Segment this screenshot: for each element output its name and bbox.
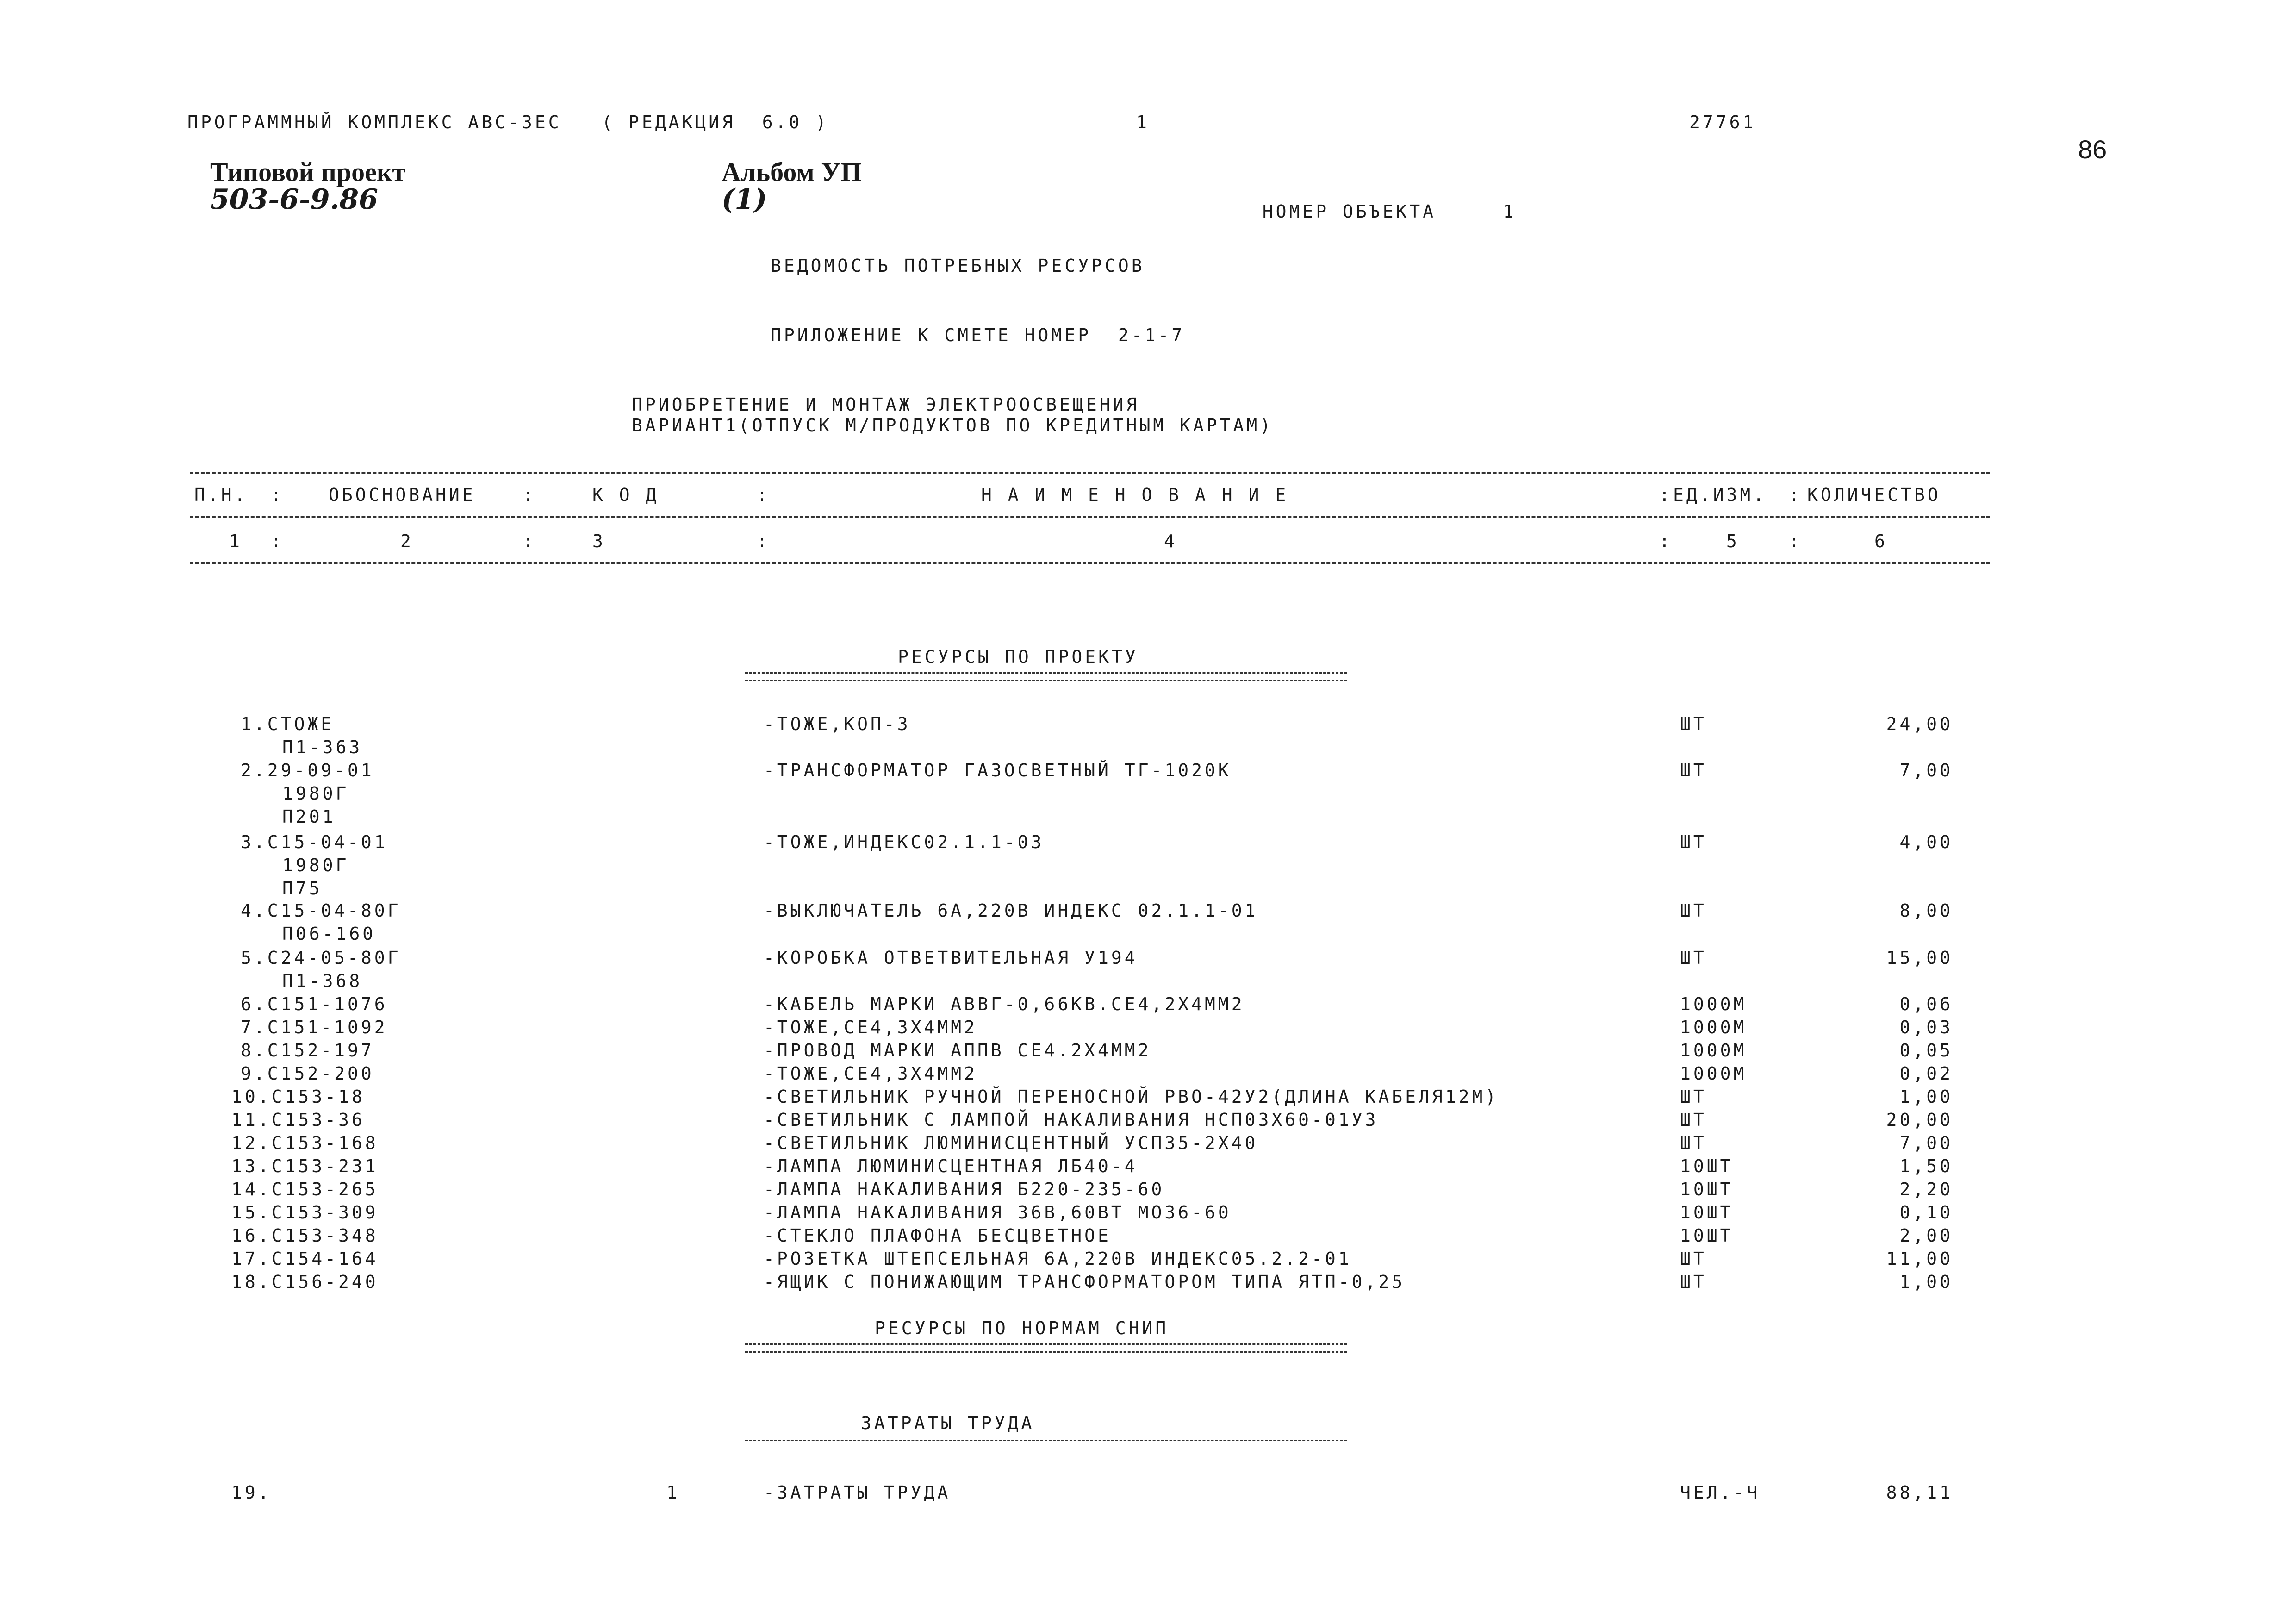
item-unit: ШТ — [1680, 1249, 1707, 1269]
table-row — [0, 1042, 2296, 1065]
item-name: -ВЫКЛЮЧАТЕЛЬ 6А,220В ИНДЕКС 02.1.1-01 — [764, 900, 1258, 921]
project-number: 503-6-9.86 — [210, 183, 378, 216]
table-row — [0, 1250, 2296, 1273]
item-unit: 10ШТ — [1680, 1156, 1734, 1176]
labor-name: -ЗАТРАТЫ ТРУДА — [764, 1482, 951, 1503]
item-name: -ТОЖЕ,КОП-3 — [764, 714, 911, 734]
album-label — [708, 132, 862, 216]
item-name: -СВЕТИЛЬНИК ЛЮМИНИСЦЕНТНЫЙ УСП35-2Х40 — [764, 1133, 1258, 1153]
item-name: -ТОЖЕ,ИНДЕКС02.1.1-03 — [764, 832, 1045, 852]
item-number: 3.С15-04-01 — [241, 832, 388, 852]
program-line: ПРОГРАММНЫЙ КОМПЛЕКС АВС-3ЕС ( РЕДАКЦИЯ 6.0 ) — [187, 112, 829, 132]
item-sub-line: П06-160 — [282, 924, 376, 944]
table-row — [0, 1227, 2296, 1250]
project-label — [197, 132, 405, 216]
header-rule-top — [190, 472, 1990, 474]
col-unit-header: ЕД.ИЗМ. — [1673, 485, 1767, 505]
labor-qty: 88,11 — [1886, 1482, 1953, 1503]
statement-title: ВЕДОМОСТЬ ПОТРЕБНЫХ РЕСУРСОВ — [771, 256, 1145, 276]
page-number: 86 — [2078, 135, 2107, 164]
album-number: (1) — [722, 183, 767, 216]
table-row — [0, 1157, 2296, 1181]
item-number: 7.С151-1092 — [241, 1017, 388, 1037]
item-number: 17.С154-164 — [231, 1249, 379, 1269]
object-number: 1 — [1503, 201, 1517, 222]
col-sep-5: : — [1789, 485, 1802, 505]
item-unit: ШТ — [1680, 900, 1707, 921]
item-qty: 0,06 — [1899, 994, 1953, 1014]
col-num-3: 3 — [592, 531, 606, 551]
item-qty: 0,02 — [1899, 1063, 1953, 1084]
col-num-sep-2: : — [523, 531, 536, 551]
column-number-row — [0, 532, 2296, 556]
column-header-row — [0, 486, 2296, 509]
col-sep-3: : — [757, 485, 770, 505]
col-num-sep-1: : — [271, 531, 284, 551]
item-unit: ШТ — [1680, 1133, 1707, 1153]
item-number: 8.С152-197 — [241, 1040, 374, 1061]
col-num-sep-5: : — [1789, 531, 1802, 551]
section-underline-2 — [745, 1343, 1347, 1353]
item-unit: 10ШТ — [1680, 1225, 1734, 1246]
item-name: -СВЕТИЛЬНИК С ЛАМПОЙ НАКАЛИВАНИЯ НСП03Х60-01У3 — [764, 1110, 1379, 1130]
col-name-header: Н А И М Е Н О В А Н И Е — [981, 485, 1289, 505]
header-rule-bottom — [190, 562, 1990, 564]
section-project-resources: РЕСУРСЫ ПО ПРОЕКТУ — [898, 647, 1139, 667]
item-number: 16.С153-348 — [231, 1225, 379, 1246]
item-sub-line: 1980Г — [282, 855, 349, 875]
col-sep-4: : — [1659, 485, 1673, 505]
page-mark: 1 — [1136, 112, 1150, 132]
item-qty: 7,00 — [1899, 760, 1953, 781]
item-name: -ЯЩИК С ПОНИЖАЮЩИМ ТРАНСФОРМАТОРОМ ТИПА ЯТП-0,25 — [764, 1272, 1406, 1292]
labor-basis: 1 — [666, 1482, 680, 1503]
col-sep-2: : — [523, 485, 536, 505]
item-unit: 1000М — [1680, 1063, 1747, 1084]
item-number: 11.С153-36 — [231, 1110, 365, 1130]
item-name: -ЛАМПА ЛЮМИНИСЦЕНТНАЯ ЛБ40-4 — [764, 1156, 1138, 1176]
item-unit: ШТ — [1680, 1110, 1707, 1130]
subject-line-1: ПРИОБРЕТЕНИЕ И МОНТАЖ ЭЛЕКТРООСВЕЩЕНИЯ — [632, 394, 1140, 415]
section-labor: ЗАТРАТЫ ТРУДА — [861, 1413, 1035, 1433]
table-row — [0, 762, 2296, 785]
col-num-5: 5 — [1726, 531, 1740, 551]
table-row — [0, 1111, 2296, 1134]
item-sub-line: П1-368 — [282, 971, 363, 991]
item-sub-line: П201 — [282, 806, 336, 827]
table-row — [0, 902, 2296, 925]
item-unit: 1000М — [1680, 994, 1747, 1014]
item-number: 2.29-09-01 — [241, 760, 374, 781]
item-name: -ТОЖЕ,СЕ4,3Х4ММ2 — [764, 1063, 978, 1084]
section-underline-1 — [745, 672, 1347, 681]
col-num-2: 2 — [400, 531, 414, 551]
col-qty-header: КОЛИЧЕСТВО — [1807, 485, 1941, 505]
item-number: 14.С153-265 — [231, 1179, 379, 1199]
item-name: -КАБЕЛЬ МАРКИ АВВГ-0,66КВ.СЕ4,2Х4ММ2 — [764, 994, 1245, 1014]
appendix-title: ПРИЛОЖЕНИЕ К СМЕТЕ НОМЕР 2-1-7 — [771, 325, 1185, 345]
item-name: -СВЕТИЛЬНИК РУЧНОЙ ПЕРЕНОСНОЙ РВО-42У2(ДЛИНА КАБЕЛЯ12М) — [764, 1087, 1499, 1107]
item-qty: 1,50 — [1899, 1156, 1953, 1176]
item-number: 4.С15-04-80Г — [241, 900, 401, 921]
col-pn-header: П.Н. — [194, 485, 248, 505]
item-unit: 10ШТ — [1680, 1179, 1734, 1199]
table-row — [0, 1088, 2296, 1111]
table-row — [0, 1134, 2296, 1157]
item-qty: 2,20 — [1899, 1179, 1953, 1199]
item-name: -ТОЖЕ,СЕ4,3Х4ММ2 — [764, 1017, 978, 1037]
item-number: 10.С153-18 — [231, 1087, 365, 1107]
project-label-text: Типовой проект — [210, 157, 405, 187]
item-qty: 8,00 — [1899, 900, 1953, 921]
section-snip-resources: РЕСУРСЫ ПО НОРМАМ СНИП — [875, 1318, 1169, 1338]
item-qty: 0,10 — [1899, 1202, 1953, 1223]
item-qty: 2,00 — [1899, 1225, 1953, 1246]
col-num-sep-4: : — [1659, 531, 1673, 551]
item-unit: 1000М — [1680, 1017, 1747, 1037]
item-number: 5.С24-05-80Г — [241, 948, 401, 968]
item-unit: 10ШТ — [1680, 1202, 1734, 1223]
table-row — [0, 715, 2296, 738]
item-number: 9.С152-200 — [241, 1063, 374, 1084]
item-name: -ПРОВОД МАРКИ АППВ СЕ4.2Х4ММ2 — [764, 1040, 1151, 1061]
col-sep-1: : — [271, 485, 284, 505]
item-number: 13.С153-231 — [231, 1156, 379, 1176]
item-qty: 1,00 — [1899, 1087, 1953, 1107]
item-unit: 1000М — [1680, 1040, 1747, 1061]
item-qty: 4,00 — [1899, 832, 1953, 852]
table-row — [0, 833, 2296, 856]
table-row — [0, 1181, 2296, 1204]
item-unit: ШТ — [1680, 1087, 1707, 1107]
item-name: -ТРАНСФОРМАТОР ГАЗОСВЕТНЫЙ ТГ-1020К — [764, 760, 1232, 781]
item-name: -ЛАМПА НАКАЛИВАНИЯ Б220-235-60 — [764, 1179, 1165, 1199]
col-num-1: 1 — [229, 531, 243, 551]
item-number: 15.С153-309 — [231, 1202, 379, 1223]
item-qty: 24,00 — [1886, 714, 1953, 734]
item-sub-line: П1-363 — [282, 737, 363, 757]
section-underline-3 — [745, 1440, 1347, 1441]
object-label-text: НОМЕР ОБЪЕКТА — [1262, 201, 1437, 222]
item-qty: 7,00 — [1899, 1133, 1953, 1153]
item-sub-line: П75 — [282, 878, 323, 899]
col-num-4: 4 — [1164, 531, 1177, 551]
labor-number: 19. — [231, 1482, 272, 1503]
item-number: 18.С156-240 — [231, 1272, 379, 1292]
item-qty: 20,00 — [1886, 1110, 1953, 1130]
header-rule-mid — [190, 516, 1990, 518]
object-label — [1236, 185, 1516, 220]
item-unit: ШТ — [1680, 832, 1707, 852]
item-unit: ШТ — [1680, 760, 1707, 781]
item-name: -СТЕКЛО ПЛАФОНА БЕСЦВЕТНОЕ — [764, 1225, 1111, 1246]
table-row — [0, 1018, 2296, 1042]
item-qty: 15,00 — [1886, 948, 1953, 968]
item-name: -ЛАМПА НАКАЛИВАНИЯ 36В,60ВТ МО36-60 — [764, 1202, 1232, 1223]
col-num-sep-3: : — [757, 531, 770, 551]
item-qty: 11,00 — [1886, 1249, 1953, 1269]
col-basis-header: ОБОСНОВАНИЕ — [329, 485, 476, 505]
item-qty: 0,05 — [1899, 1040, 1953, 1061]
item-unit: ШТ — [1680, 948, 1707, 968]
item-number: 6.С151-1076 — [241, 994, 388, 1014]
item-qty: 1,00 — [1899, 1272, 1953, 1292]
item-number: 12.С153-168 — [231, 1133, 379, 1153]
item-name: -КОРОБКА ОТВЕТВИТЕЛЬНАЯ У194 — [764, 948, 1138, 968]
item-unit: ШТ — [1680, 714, 1707, 734]
album-label-text: Альбом УП — [722, 157, 862, 187]
item-sub-line: 1980Г — [282, 783, 349, 804]
labor-row — [0, 1484, 2296, 1507]
table-row — [0, 995, 2296, 1018]
item-number: 1.СТОЖЕ — [241, 714, 335, 734]
table-row — [0, 1065, 2296, 1088]
item-unit: ШТ — [1680, 1272, 1707, 1292]
item-name: -РОЗЕТКА ШТЕПСЕЛЬНАЯ 6А,220В ИНДЕКС05.2.2-01 — [764, 1249, 1352, 1269]
labor-unit: ЧЕЛ.-Ч — [1680, 1482, 1761, 1503]
table-row — [0, 1273, 2296, 1296]
item-qty: 0,03 — [1899, 1017, 1953, 1037]
doc-code: 27761 — [1689, 112, 1756, 132]
subject-line-2: ВАРИАНТ1(ОТПУСК М/ПРОДУКТОВ ПО КРЕДИТНЫМ КАРТАМ) — [632, 415, 1274, 436]
table-row — [0, 949, 2296, 972]
table-row — [0, 1204, 2296, 1227]
col-num-6: 6 — [1874, 531, 1888, 551]
col-code-header: К О Д — [592, 485, 660, 505]
